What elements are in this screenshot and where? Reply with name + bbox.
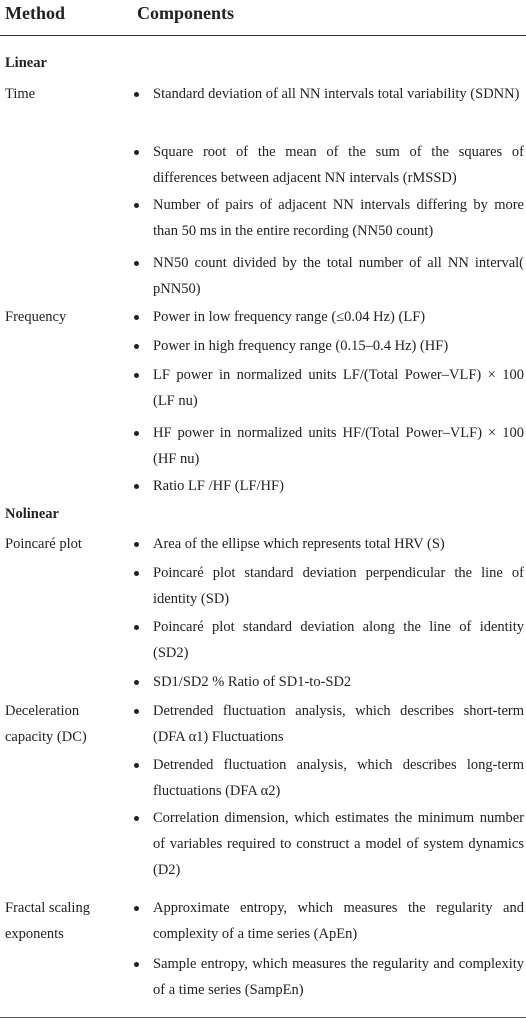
bullet-icon [134, 906, 139, 911]
bottom-rule [0, 1017, 526, 1018]
method-poincare-plot: Poincaré plot [5, 536, 82, 552]
method-time: Time [5, 86, 36, 102]
bullet-icon [134, 763, 139, 768]
bullet-icon [134, 484, 139, 489]
component-text: Detrended fluctuation analysis, which describes long-term fluctuations (DFA α2) [153, 757, 524, 799]
bullet-icon [134, 261, 139, 266]
component-text: Correlation dimension, which estimates the minimum number of variables required to construct a model of system dynamics (D2) [153, 810, 524, 878]
component-text: NN50 count divided by the total number of all NN interval( pNN50) [153, 255, 524, 297]
bullet-icon [134, 373, 139, 378]
bullet-icon [134, 571, 139, 576]
bullet-icon [134, 344, 139, 349]
section-title-nolinear: Nolinear [5, 506, 59, 522]
bullet-icon [134, 203, 139, 208]
component-text: Square root of the mean of the sum of the squares of differences between adjacent NN intervals (rMSSD) [153, 144, 524, 186]
method-deceleration-capacity: Deceleration capacity (DC) [5, 703, 87, 745]
section-title-linear: Linear [5, 55, 47, 71]
method-fractal-scaling-exponents: Fractal scaling exponents [5, 900, 90, 942]
bullet-icon [134, 542, 139, 547]
component-text: Approximate entropy, which measures the regularity and complexity of a time series (ApEn) [153, 900, 524, 942]
bullet-icon [134, 962, 139, 967]
component-text: Poincaré plot standard deviation along the line of identity (SD2) [153, 619, 524, 661]
component-text: SD1/SD2 % Ratio of SD1-to-SD2 [153, 674, 352, 690]
component-text: Area of the ellipse which represents total HRV (S) [153, 536, 445, 552]
bullet-icon [134, 680, 139, 685]
bullet-icon [134, 709, 139, 714]
bullet-icon [134, 431, 139, 436]
bullet-icon [134, 150, 139, 155]
component-text: Detrended fluctuation analysis, which describes short-term (DFA α1) Fluctuations [153, 703, 524, 745]
component-text: Sample entropy, which measures the regularity and complexity of a time series (SampEn) [153, 956, 524, 998]
component-text: Power in high frequency range (0.15–0.4 Hz) (HF) [153, 338, 449, 354]
method-column-header: Method [5, 3, 65, 23]
bullet-icon [134, 315, 139, 320]
component-text: Power in low frequency range (≤0.04 Hz) (LF) [153, 309, 426, 325]
components-column-header: Components [137, 3, 235, 23]
bullet-icon [134, 92, 139, 97]
header-rule [0, 35, 526, 36]
component-text: HF power in normalized units HF/(Total Power–VLF) × 100 (HF nu) [153, 425, 524, 467]
bullet-icon [134, 625, 139, 630]
bullet-icon [134, 816, 139, 821]
component-text: LF power in normalized units LF/(Total Power–VLF) × 100 (LF nu) [153, 367, 524, 409]
component-text: Standard deviation of all NN intervals total variability (SDNN) [153, 86, 520, 102]
component-text: Poincaré plot standard deviation perpendicular the line of identity (SD) [153, 565, 524, 607]
component-text: Number of pairs of adjacent NN intervals differing by more than 50 ms in the entire recording (NN50 count) [153, 197, 524, 239]
component-text: Ratio LF /HF (LF/HF) [153, 478, 284, 494]
method-frequency: Frequency [5, 309, 67, 325]
